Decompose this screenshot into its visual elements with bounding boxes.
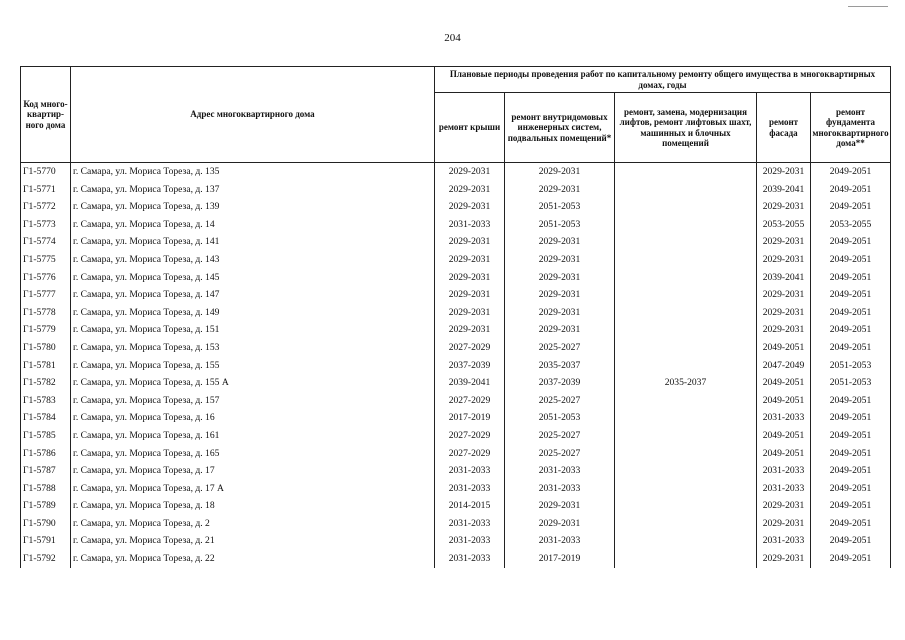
cell-foundation: 2049-2051: [811, 251, 891, 269]
cell-facade: 2029-2031: [757, 251, 811, 269]
cell-lifts: [615, 216, 757, 234]
cell-foundation: 2049-2051: [811, 163, 891, 181]
cell-address: г. Самара, ул. Мориса Тореза, д. 151: [71, 321, 435, 339]
table-row: [21, 233, 891, 251]
cell-roof: 2031-2033: [435, 532, 505, 550]
cell-lifts: 2035-2037: [615, 374, 757, 392]
cell-facade: 2029-2031: [757, 286, 811, 304]
cell-lifts: [615, 304, 757, 322]
cell-lifts: [615, 462, 757, 480]
cell-systems: 2025-2027: [505, 392, 615, 410]
cell-address: г. Самара, ул. Мориса Тореза, д. 161: [71, 427, 435, 445]
cell-lifts: [615, 427, 757, 445]
cell-facade: 2029-2031: [757, 198, 811, 216]
cell-code: Г1-5786: [21, 445, 71, 463]
cell-lifts: [615, 532, 757, 550]
cell-systems: 2029-2031: [505, 269, 615, 287]
header-foundation: ремонт фундамента многоквартирного дома**: [811, 93, 891, 163]
cell-code: Г1-5787: [21, 462, 71, 480]
cell-lifts: [615, 251, 757, 269]
table-row: [21, 392, 891, 410]
cell-roof: 2029-2031: [435, 304, 505, 322]
cell-facade: 2049-2051: [757, 339, 811, 357]
table-row: [21, 480, 891, 498]
cell-systems: 2037-2039: [505, 374, 615, 392]
cell-address: г. Самара, ул. Мориса Тореза, д. 14: [71, 216, 435, 234]
cell-address: г. Самара, ул. Мориса Тореза, д. 137: [71, 181, 435, 199]
cell-systems: 2017-2019: [505, 550, 615, 568]
cell-facade: 2029-2031: [757, 233, 811, 251]
cell-lifts: [615, 321, 757, 339]
cell-code: Г1-5772: [21, 198, 71, 216]
cell-roof: 2039-2041: [435, 374, 505, 392]
cell-roof: 2017-2019: [435, 409, 505, 427]
cell-code: Г1-5780: [21, 339, 71, 357]
table-row: [21, 462, 891, 480]
cell-lifts: [615, 339, 757, 357]
cell-systems: 2029-2031: [505, 251, 615, 269]
cell-roof: 2027-2029: [435, 392, 505, 410]
cell-code: Г1-5792: [21, 550, 71, 568]
cell-systems: 2029-2031: [505, 181, 615, 199]
cell-roof: 2027-2029: [435, 339, 505, 357]
cell-facade: 2031-2033: [757, 409, 811, 427]
cell-systems: 2029-2031: [505, 321, 615, 339]
cell-foundation: 2049-2051: [811, 339, 891, 357]
cell-roof: 2031-2033: [435, 550, 505, 568]
cell-address: г. Самара, ул. Мориса Тореза, д. 157: [71, 392, 435, 410]
cell-address: г. Самара, ул. Мориса Тореза, д. 155: [71, 357, 435, 375]
cell-roof: 2029-2031: [435, 286, 505, 304]
header-address: Адрес многоквартирного дома: [71, 67, 435, 163]
table-row: [21, 163, 891, 181]
cell-facade: 2053-2055: [757, 216, 811, 234]
cell-roof: 2029-2031: [435, 321, 505, 339]
cell-lifts: [615, 198, 757, 216]
cell-code: Г1-5782: [21, 374, 71, 392]
cell-roof: 2029-2031: [435, 198, 505, 216]
cell-systems: 2025-2027: [505, 427, 615, 445]
cell-foundation: 2049-2051: [811, 445, 891, 463]
cell-address: г. Самара, ул. Мориса Тореза, д. 141: [71, 233, 435, 251]
cell-foundation: 2049-2051: [811, 233, 891, 251]
table-row: [21, 515, 891, 533]
cell-address: г. Самара, ул. Мориса Тореза, д. 22: [71, 550, 435, 568]
table-row: [21, 216, 891, 234]
cell-foundation: 2049-2051: [811, 462, 891, 480]
cell-code: Г1-5774: [21, 233, 71, 251]
cell-address: г. Самара, ул. Мориса Тореза, д. 18: [71, 497, 435, 515]
cell-foundation: 2049-2051: [811, 497, 891, 515]
cell-roof: 2031-2033: [435, 515, 505, 533]
cell-facade: 2029-2031: [757, 321, 811, 339]
corner-mark: [848, 6, 888, 7]
cell-roof: 2029-2031: [435, 251, 505, 269]
cell-code: Г1-5777: [21, 286, 71, 304]
cell-code: Г1-5788: [21, 480, 71, 498]
cell-roof: 2029-2031: [435, 233, 505, 251]
cell-foundation: 2053-2055: [811, 216, 891, 234]
cell-foundation: 2049-2051: [811, 181, 891, 199]
cell-systems: 2025-2027: [505, 445, 615, 463]
cell-address: г. Самара, ул. Мориса Тореза, д. 135: [71, 163, 435, 181]
cell-address: г. Самара, ул. Мориса Тореза, д. 21: [71, 532, 435, 550]
cell-code: Г1-5778: [21, 304, 71, 322]
cell-systems: 2029-2031: [505, 163, 615, 181]
table-row: [21, 251, 891, 269]
cell-facade: 2029-2031: [757, 163, 811, 181]
header-systems: ремонт внутридомовых инженерных систем, подвальных помещений*: [505, 93, 615, 163]
table-row: [21, 357, 891, 375]
cell-foundation: 2049-2051: [811, 532, 891, 550]
cell-facade: 2031-2033: [757, 462, 811, 480]
cell-facade: 2039-2041: [757, 181, 811, 199]
cell-foundation: 2049-2051: [811, 480, 891, 498]
cell-roof: 2031-2033: [435, 216, 505, 234]
cell-address: г. Самара, ул. Мориса Тореза, д. 17: [71, 462, 435, 480]
cell-foundation: 2051-2053: [811, 357, 891, 375]
cell-lifts: [615, 269, 757, 287]
cell-facade: 2031-2033: [757, 532, 811, 550]
table-row: [21, 181, 891, 199]
table-row: [21, 532, 891, 550]
cell-roof: 2029-2031: [435, 163, 505, 181]
table-header: [21, 67, 891, 163]
cell-code: Г1-5775: [21, 251, 71, 269]
cell-facade: 2029-2031: [757, 497, 811, 515]
cell-address: г. Самара, ул. Мориса Тореза, д. 155 А: [71, 374, 435, 392]
cell-facade: 2039-2041: [757, 269, 811, 287]
cell-foundation: 2049-2051: [811, 392, 891, 410]
header-periods: Плановые периоды проведения работ по капитальному ремонту общего имущества в многоквартирных домах, годы: [435, 67, 891, 93]
cell-address: г. Самара, ул. Мориса Тореза, д. 143: [71, 251, 435, 269]
cell-code: Г1-5773: [21, 216, 71, 234]
cell-foundation: 2049-2051: [811, 269, 891, 287]
cell-code: Г1-5789: [21, 497, 71, 515]
table-row: [21, 286, 891, 304]
cell-roof: 2027-2029: [435, 427, 505, 445]
table-row: [21, 198, 891, 216]
cell-code: Г1-5779: [21, 321, 71, 339]
cell-lifts: [615, 286, 757, 304]
cell-roof: 2031-2033: [435, 480, 505, 498]
cell-lifts: [615, 181, 757, 199]
cell-systems: 2029-2031: [505, 304, 615, 322]
cell-roof: 2027-2029: [435, 445, 505, 463]
cell-code: Г1-5785: [21, 427, 71, 445]
page-number: 204: [444, 32, 461, 44]
cell-lifts: [615, 163, 757, 181]
cell-facade: 2047-2049: [757, 357, 811, 375]
table-row: [21, 339, 891, 357]
cell-lifts: [615, 357, 757, 375]
cell-lifts: [615, 233, 757, 251]
cell-lifts: [615, 445, 757, 463]
cell-code: Г1-5790: [21, 515, 71, 533]
cell-code: Г1-5776: [21, 269, 71, 287]
cell-facade: 2049-2051: [757, 392, 811, 410]
cell-facade: 2049-2051: [757, 427, 811, 445]
cell-roof: 2014-2015: [435, 497, 505, 515]
cell-foundation: 2049-2051: [811, 427, 891, 445]
cell-systems: 2035-2037: [505, 357, 615, 375]
cell-roof: 2031-2033: [435, 462, 505, 480]
cell-roof: 2037-2039: [435, 357, 505, 375]
cell-address: г. Самара, ул. Мориса Тореза, д. 139: [71, 198, 435, 216]
cell-lifts: [615, 409, 757, 427]
cell-foundation: 2049-2051: [811, 286, 891, 304]
cell-facade: 2049-2051: [757, 445, 811, 463]
cell-code: Г1-5791: [21, 532, 71, 550]
cell-systems: 2025-2027: [505, 339, 615, 357]
cell-lifts: [615, 480, 757, 498]
cell-roof: 2029-2031: [435, 181, 505, 199]
cell-systems: 2029-2031: [505, 286, 615, 304]
table-row: [21, 304, 891, 322]
cell-systems: 2029-2031: [505, 497, 615, 515]
cell-lifts: [615, 515, 757, 533]
cell-address: г. Самара, ул. Мориса Тореза, д. 2: [71, 515, 435, 533]
cell-foundation: 2049-2051: [811, 515, 891, 533]
cell-systems: 2031-2033: [505, 480, 615, 498]
cell-foundation: 2049-2051: [811, 321, 891, 339]
table-row: [21, 445, 891, 463]
cell-code: Г1-5771: [21, 181, 71, 199]
cell-systems: 2051-2053: [505, 198, 615, 216]
table-row: [21, 427, 891, 445]
cell-code: Г1-5784: [21, 409, 71, 427]
cell-address: г. Самара, ул. Мориса Тореза, д. 149: [71, 304, 435, 322]
cell-systems: 2029-2031: [505, 233, 615, 251]
cell-foundation: 2051-2053: [811, 374, 891, 392]
cell-address: г. Самара, ул. Мориса Тореза, д. 16: [71, 409, 435, 427]
cell-foundation: 2049-2051: [811, 304, 891, 322]
cell-roof: 2029-2031: [435, 269, 505, 287]
cell-facade: 2049-2051: [757, 374, 811, 392]
table-row: [21, 321, 891, 339]
cell-address: г. Самара, ул. Мориса Тореза, д. 17 А: [71, 480, 435, 498]
cell-address: г. Самара, ул. Мориса Тореза, д. 145: [71, 269, 435, 287]
cell-address: г. Самара, ул. Мориса Тореза, д. 147: [71, 286, 435, 304]
cell-facade: 2031-2033: [757, 480, 811, 498]
cell-lifts: [615, 497, 757, 515]
cell-facade: 2029-2031: [757, 515, 811, 533]
table-row: [21, 497, 891, 515]
cell-systems: 2029-2031: [505, 515, 615, 533]
table-row: [21, 269, 891, 287]
cell-code: Г1-5783: [21, 392, 71, 410]
cell-code: Г1-5781: [21, 357, 71, 375]
capital-repair-table: [20, 66, 891, 568]
cell-systems: 2051-2053: [505, 216, 615, 234]
table-row: [21, 374, 891, 392]
cell-code: Г1-5770: [21, 163, 71, 181]
cell-systems: 2031-2033: [505, 532, 615, 550]
cell-address: г. Самара, ул. Мориса Тореза, д. 153: [71, 339, 435, 357]
cell-facade: 2029-2031: [757, 304, 811, 322]
cell-systems: 2051-2053: [505, 409, 615, 427]
table-row: [21, 550, 891, 568]
cell-foundation: 2049-2051: [811, 409, 891, 427]
header-lifts: ремонт, замена, модернизация лифтов, ремонт лифтовых шахт, машинных и блочных помещений: [615, 93, 757, 163]
cell-lifts: [615, 550, 757, 568]
cell-systems: 2031-2033: [505, 462, 615, 480]
header-roof: ремонт крыши: [435, 93, 505, 163]
cell-facade: 2029-2031: [757, 550, 811, 568]
table-row: [21, 409, 891, 427]
cell-foundation: 2049-2051: [811, 198, 891, 216]
cell-foundation: 2049-2051: [811, 550, 891, 568]
cell-lifts: [615, 392, 757, 410]
header-code: Код много-квартир-ного дома: [21, 67, 71, 163]
cell-address: г. Самара, ул. Мориса Тореза, д. 165: [71, 445, 435, 463]
header-facade: ремонт фасада: [757, 93, 811, 163]
table-body: [21, 163, 891, 568]
